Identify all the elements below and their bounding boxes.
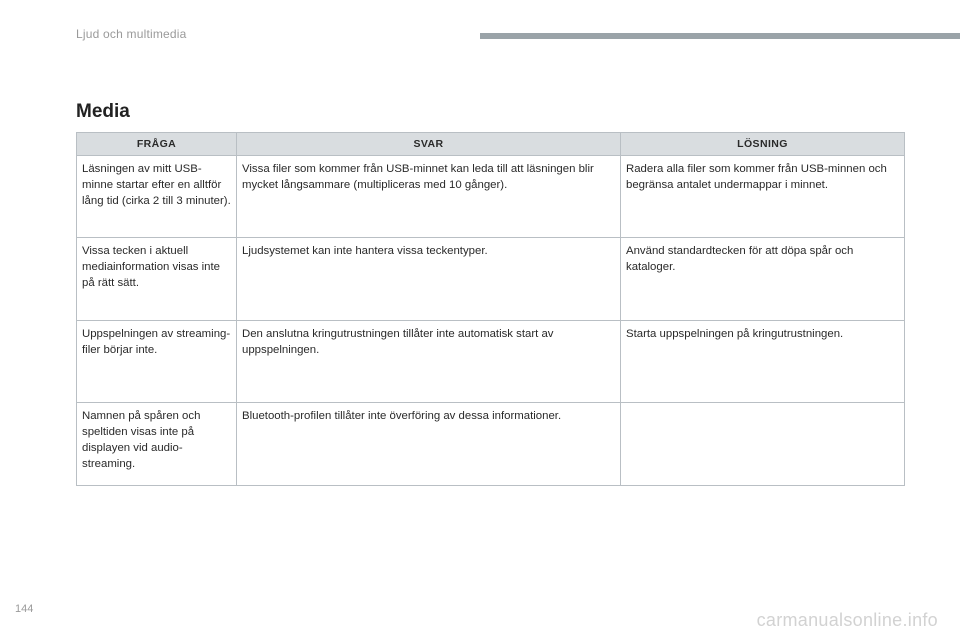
- header-bar: [480, 33, 960, 39]
- troubleshooting-table: [76, 132, 905, 486]
- table-row: [77, 238, 905, 321]
- answer-cell: Vissa filer som kommer från USB-minnet kan leda till att läsningen blir mycket långsammare (multipliceras med 10 gånger).: [237, 156, 621, 238]
- table-row: [77, 321, 905, 403]
- question-cell: Namnen på spåren och speltiden visas inte på displayen vid audio-streaming.: [77, 403, 237, 486]
- table-row: [77, 403, 905, 486]
- answer-cell: Bluetooth-profilen tillåter inte överföring av dessa informationer.: [237, 403, 621, 486]
- question-cell: Läsningen av mitt USB-minne startar efter en alltför lång tid (cirka 2 till 3 minuter).: [77, 156, 237, 238]
- table-row: [77, 156, 905, 238]
- solution-cell: Starta uppspelningen på kringutrustningen.: [621, 321, 905, 403]
- page-number: 144: [15, 603, 34, 615]
- solution-cell: Använd standardtecken för att döpa spår och kataloger.: [621, 238, 905, 321]
- column-header-answer: SVAR: [237, 133, 621, 156]
- watermark: carmanualsonline.info: [756, 610, 938, 630]
- chapter-title: Ljud och multimedia: [76, 27, 187, 41]
- answer-cell: Ljudsystemet kan inte hantera vissa teckentyper.: [237, 238, 621, 321]
- table-header-row: [77, 133, 905, 156]
- column-header-question: FRÅGA: [77, 133, 237, 156]
- column-header-solution: LÖSNING: [621, 133, 905, 156]
- question-cell: Vissa tecken i aktuell mediainformation visas inte på rätt sätt.: [77, 238, 237, 321]
- answer-cell: Den anslutna kringutrustningen tillåter inte automatisk start av uppspelningen.: [237, 321, 621, 403]
- solution-cell: Radera alla filer som kommer från USB-minnen och begränsa antalet undermappar i minnet.: [621, 156, 905, 238]
- section-title: Media: [76, 101, 130, 122]
- question-cell: Uppspelningen av streaming-filer börjar inte.: [77, 321, 237, 403]
- solution-cell: [621, 403, 905, 486]
